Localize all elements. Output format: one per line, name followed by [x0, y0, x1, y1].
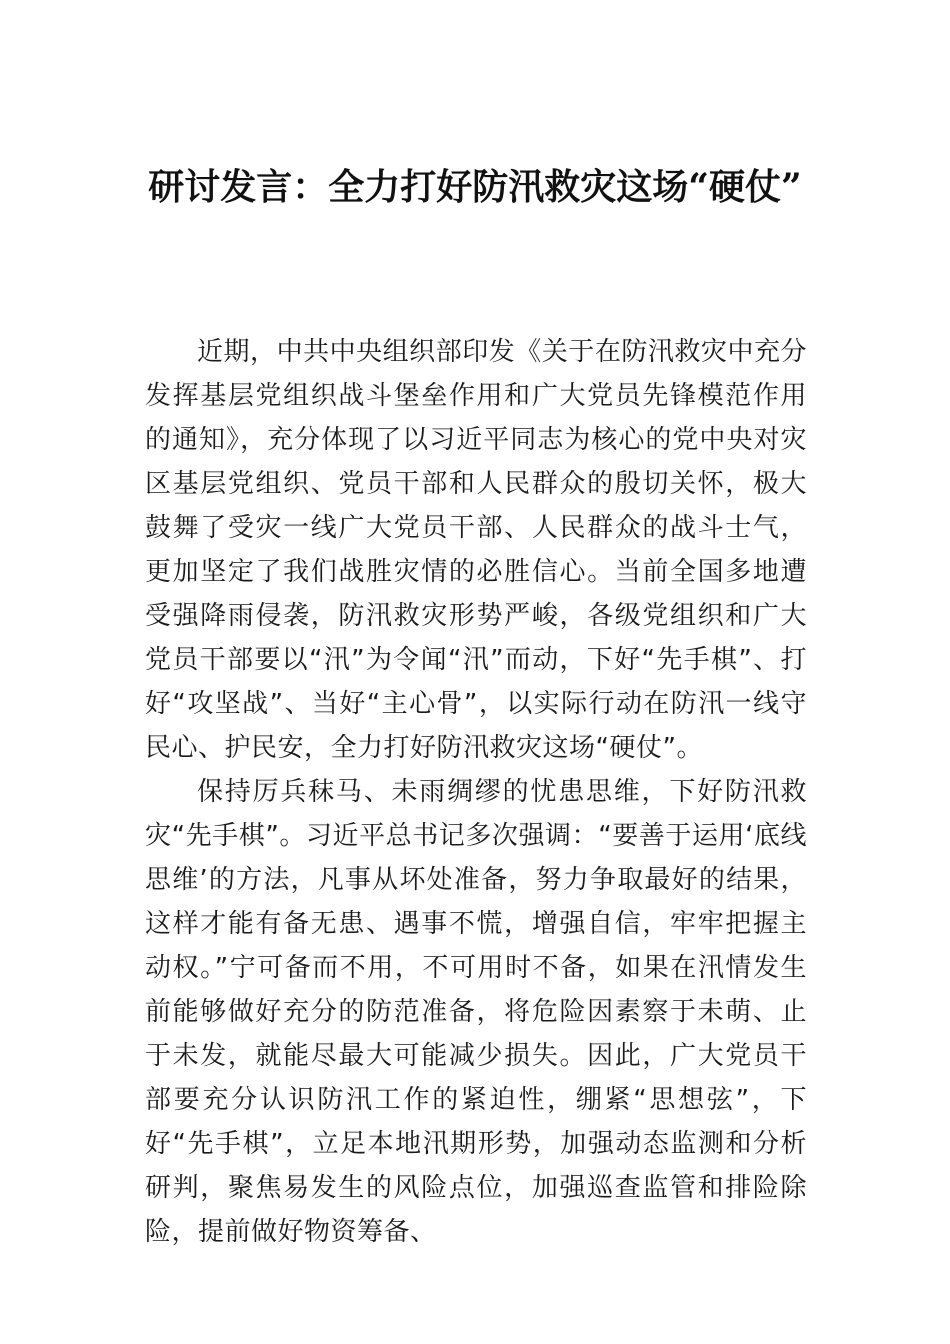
document-title: 研讨发言：全力打好防汛救灾这场“硬仗”	[148, 166, 802, 208]
paragraph: 近期，中共中央组织部印发《关于在防汛救灾中充分发挥基层党组织战斗堡垒作用和广大党员先锋模范作用的通知》，充分体现了以习近平同志为核心的党中央对灾区基层党组织、党员干部和人民群众的殷切关怀，极大鼓舞了受灾一线广大党员干部、人民群众的战斗士气，更加坚定了我们战胜灾情的必胜信心。当前全国多地遭受强降雨侵袭，防汛救灾形势严峻，各级党组织和广大党员干部要以“汛”为令闻“汛”而动，下好“先手棋”、打好“攻坚战”、当好“主心骨”，以实际行动在防汛一线守民心、护民安，全力打好防汛救灾这场“硬仗”。	[145, 337, 807, 763]
document-body	[145, 330, 807, 1254]
paragraph: 保持厉兵秣马、未雨绸缪的忧患思维，下好防汛救灾“先手棋”。习近平总书记多次强调：“要善于运用‘底线思维’的方法，凡事从坏处准备，努力争取最好的结果，这样才能有备无患、遇事不慌，增强自信，牢牢把握主动权。”宁可备而不用，不可用时不备，如果在汛情发生前能够做好充分的防范准备，将危险因素察于未萌、止于未发，就能尽最大可能减少损失。因此，广大党员干部要充分认识防汛工作的紧迫性，绷紧“思想弦”，下好“先手棋”，立足本地汛期形势，加强动态监测和分析研判，聚焦易发生的风险点位，加强巡查监管和排险除险，提前做好物资筹备、	[145, 777, 807, 1247]
